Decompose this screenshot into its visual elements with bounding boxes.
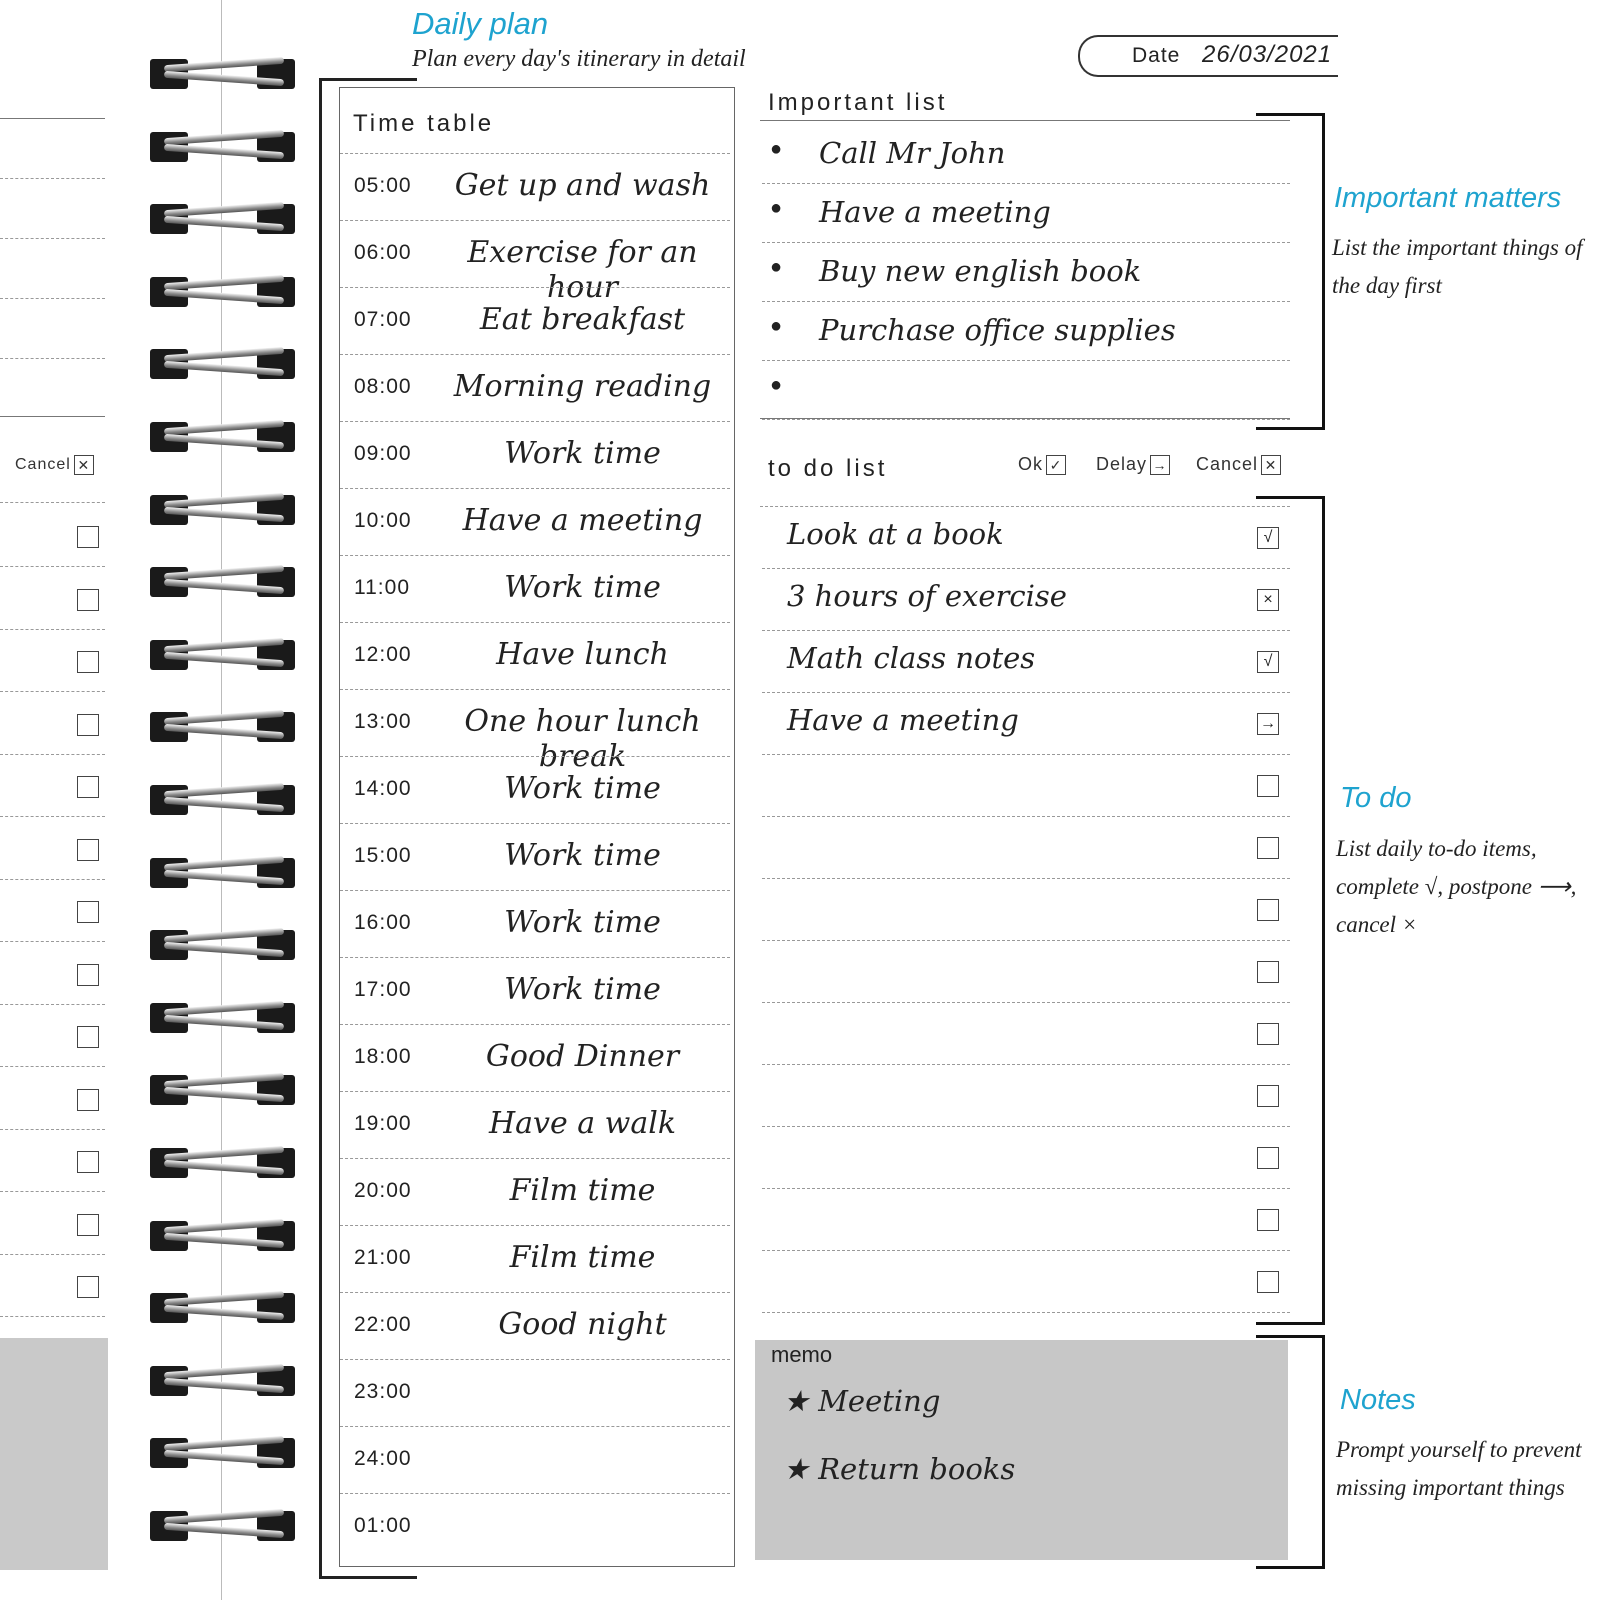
- timetable-row[interactable]: [340, 1091, 730, 1159]
- page-subtitle: Plan every day's itinerary in detail: [412, 46, 746, 72]
- time-task: One hour lunch break: [464, 704, 701, 774]
- checkbox[interactable]: [77, 651, 99, 673]
- timetable-row[interactable]: [340, 153, 730, 221]
- spiral-ring: [150, 200, 295, 236]
- time-task: Morning reading: [453, 369, 712, 404]
- todo-item[interactable]: [762, 1003, 1290, 1065]
- spiral-ring: [150, 999, 295, 1035]
- important-heading: Important list: [768, 89, 948, 116]
- todo-item[interactable]: [762, 755, 1290, 817]
- time-slot: 12:00: [354, 643, 412, 666]
- divider: [0, 1129, 105, 1130]
- divider: [0, 754, 105, 755]
- checkbox[interactable]: [77, 901, 99, 923]
- todo-item[interactable]: [762, 879, 1290, 941]
- divider: [0, 879, 105, 880]
- todo-item-text: Math class notes: [787, 641, 1036, 675]
- important-item[interactable]: [762, 360, 1290, 420]
- timetable-row[interactable]: [340, 756, 730, 824]
- memo-item: ★ Return books: [783, 1452, 1016, 1486]
- todo-item[interactable]: [762, 1251, 1290, 1313]
- spiral-ring: [150, 854, 295, 890]
- time-task: Work time: [504, 905, 661, 940]
- important-item[interactable]: [762, 183, 1290, 243]
- time-task: Have a meeting: [462, 503, 703, 538]
- checkbox[interactable]: [77, 776, 99, 798]
- spiral-ring: [150, 345, 295, 381]
- time-task: Good Dinner: [485, 1039, 680, 1074]
- checkbox[interactable]: [77, 839, 99, 861]
- memo-area: [0, 1338, 108, 1570]
- spiral-ring: [150, 273, 295, 309]
- checkbox[interactable]: [77, 1276, 99, 1298]
- todo-item[interactable]: [762, 1127, 1290, 1189]
- spiral-ring: [150, 491, 295, 527]
- timetable-row[interactable]: [340, 287, 730, 355]
- status-checkbox[interactable]: √: [1257, 651, 1279, 673]
- time-task: Get up and wash: [454, 168, 711, 203]
- divider: [0, 1254, 105, 1255]
- page-title: Daily plan: [412, 6, 549, 41]
- time-task: Exercise for an hour: [467, 235, 698, 305]
- time-slot: 13:00: [354, 710, 412, 733]
- spiral-ring: [150, 1362, 295, 1398]
- time-slot: 06:00: [354, 241, 412, 264]
- important-item-text: Have a meeting: [819, 195, 1051, 229]
- timetable-row[interactable]: [340, 220, 730, 305]
- time-task: Have lunch: [496, 637, 669, 672]
- spiral-ring: [150, 563, 295, 599]
- bullet-icon: ●: [770, 374, 783, 396]
- time-slot: 23:00: [354, 1380, 412, 1403]
- divider: [0, 629, 105, 630]
- divider: [0, 566, 105, 567]
- status-checkbox[interactable]: →: [1257, 713, 1279, 735]
- timetable-row[interactable]: [340, 823, 730, 891]
- spiral-ring: [150, 781, 295, 817]
- todo-item[interactable]: [762, 941, 1290, 1003]
- spiral-ring: [150, 1071, 295, 1107]
- divider: [0, 416, 105, 417]
- important-item[interactable]: [762, 124, 1290, 184]
- divider: [0, 691, 105, 692]
- time-task: Work time: [504, 771, 661, 806]
- todo-heading: to do list: [768, 455, 888, 482]
- spiral-ring: [150, 418, 295, 454]
- time-slot: 14:00: [354, 777, 412, 800]
- memo-label: memo: [771, 1342, 833, 1367]
- todo-item[interactable]: [762, 693, 1290, 755]
- spiral-ring: [150, 1144, 295, 1180]
- divider: [760, 120, 1290, 121]
- timetable-heading: Time table: [353, 110, 495, 137]
- important-item-text: Call Mr John: [819, 136, 1006, 170]
- checkbox[interactable]: [77, 1026, 99, 1048]
- time-slot: 21:00: [354, 1246, 412, 1269]
- checkbox[interactable]: [77, 1089, 99, 1111]
- bullet-icon: ●: [770, 315, 783, 337]
- timetable-row[interactable]: [340, 1225, 730, 1293]
- time-slot: 07:00: [354, 308, 412, 331]
- cancel-legend: Cancel ✕: [15, 455, 94, 475]
- important-caption-title: Important matters: [1334, 182, 1562, 214]
- important-caption-text: List the important things of the day first: [1332, 235, 1583, 298]
- timetable-row[interactable]: [340, 890, 730, 958]
- memo-area: [755, 1340, 1288, 1560]
- checkbox[interactable]: [77, 964, 99, 986]
- bullet-icon: ●: [770, 138, 783, 160]
- divider: [0, 816, 105, 817]
- todo-item[interactable]: [762, 1065, 1290, 1127]
- divider: [0, 941, 105, 942]
- important-item-text: Purchase office supplies: [819, 313, 1176, 347]
- spiral-ring: [150, 926, 295, 962]
- time-slot: 15:00: [354, 844, 412, 867]
- timetable-row[interactable]: [340, 555, 730, 623]
- time-task: Have a walk: [488, 1106, 677, 1141]
- spiral-ring: [150, 55, 295, 91]
- time-slot: 05:00: [354, 174, 412, 197]
- divider: [0, 502, 105, 503]
- divider: [0, 178, 105, 179]
- timetable-row[interactable]: [340, 354, 730, 422]
- spiral-ring: [150, 128, 295, 164]
- time-slot: 19:00: [354, 1112, 412, 1135]
- important-item[interactable]: [762, 301, 1290, 361]
- important-item-text: Buy new english book: [819, 254, 1142, 288]
- bullet-icon: ●: [770, 197, 783, 219]
- spiral-ring: [150, 1217, 295, 1253]
- timetable-row[interactable]: [340, 1024, 730, 1092]
- timetable-row[interactable]: [340, 421, 730, 489]
- status-checkbox[interactable]: ×: [1257, 589, 1279, 611]
- timetable-row[interactable]: [340, 1359, 730, 1427]
- time-task: Film time: [509, 1240, 656, 1275]
- time-slot: 10:00: [354, 509, 412, 532]
- time-task: Eat breakfast: [479, 302, 686, 337]
- timetable-row[interactable]: [340, 622, 730, 690]
- legend-cancel: Cancel ✕: [1196, 454, 1281, 475]
- spiral-ring: [150, 708, 295, 744]
- time-slot: 17:00: [354, 978, 412, 1001]
- divider: [0, 1316, 105, 1317]
- divider: [0, 1191, 105, 1192]
- checkbox[interactable]: [77, 1214, 99, 1236]
- notes-caption-text: Prompt yourself to prevent missing important things: [1336, 1437, 1582, 1500]
- todo-item-text: Have a meeting: [787, 703, 1019, 737]
- todo-item[interactable]: [762, 631, 1290, 693]
- todo-caption-title: To do: [1340, 782, 1412, 814]
- spiral-ring: [150, 636, 295, 672]
- bullet-icon: ●: [770, 256, 783, 278]
- todo-item[interactable]: [762, 507, 1290, 569]
- divider: [760, 418, 1290, 419]
- date-field[interactable]: [1078, 35, 1338, 77]
- important-item[interactable]: [762, 242, 1290, 302]
- time-task: Film time: [509, 1173, 656, 1208]
- time-slot: 18:00: [354, 1045, 412, 1068]
- timetable-row[interactable]: [340, 957, 730, 1025]
- timetable-row[interactable]: [340, 1493, 730, 1561]
- spiral-ring: [150, 1507, 295, 1543]
- divider: [0, 118, 105, 119]
- todo-item[interactable]: [762, 1189, 1290, 1251]
- notes-caption-title: Notes: [1340, 1384, 1416, 1416]
- status-checkbox[interactable]: √: [1257, 527, 1279, 549]
- divider: [0, 358, 105, 359]
- date-label: Date: [1132, 44, 1181, 67]
- time-slot: 22:00: [354, 1313, 412, 1336]
- date-value: 26/03/2021: [1202, 41, 1333, 68]
- divider: [0, 1004, 105, 1005]
- checkbox[interactable]: [77, 1151, 99, 1173]
- important-bracket: [1256, 113, 1325, 430]
- memo-item: ★ Meeting: [783, 1384, 941, 1418]
- todo-item[interactable]: [762, 569, 1290, 631]
- spiral-ring: [150, 1434, 295, 1470]
- legend-ok: Ok ✓: [1018, 454, 1066, 475]
- timetable-row[interactable]: [340, 488, 730, 556]
- time-slot: 20:00: [354, 1179, 412, 1202]
- time-task: Work time: [504, 972, 661, 1007]
- divider: [0, 298, 105, 299]
- legend-delay: Delay →: [1096, 454, 1170, 475]
- todo-item-text: 3 hours of exercise: [787, 579, 1067, 613]
- time-task: Good night: [498, 1307, 667, 1342]
- time-slot: 09:00: [354, 442, 412, 465]
- todo-bracket: [1256, 496, 1325, 1325]
- time-slot: 08:00: [354, 375, 412, 398]
- spiral-ring: [150, 1289, 295, 1325]
- timetable-row[interactable]: [340, 1426, 730, 1494]
- timetable-row[interactable]: [340, 1292, 730, 1360]
- divider: [0, 1066, 105, 1067]
- time-slot: 01:00: [354, 1514, 412, 1537]
- timetable-row[interactable]: [340, 689, 730, 774]
- divider: [0, 238, 105, 239]
- notes-bracket: [1256, 1335, 1325, 1569]
- checkbox[interactable]: [77, 589, 99, 611]
- todo-item[interactable]: [762, 817, 1290, 879]
- time-task: Work time: [504, 436, 661, 471]
- time-task: Work time: [504, 838, 661, 873]
- checkbox[interactable]: [77, 526, 99, 548]
- time-slot: 24:00: [354, 1447, 412, 1470]
- time-slot: 16:00: [354, 911, 412, 934]
- todo-item-text: Look at a book: [787, 517, 1004, 551]
- time-slot: 11:00: [354, 576, 410, 599]
- todo-caption-text: List daily to-do items, complete √, postpone ⟶, cancel ×: [1336, 836, 1577, 937]
- time-task: Work time: [504, 570, 661, 605]
- checkbox[interactable]: [77, 714, 99, 736]
- timetable-row[interactable]: [340, 1158, 730, 1226]
